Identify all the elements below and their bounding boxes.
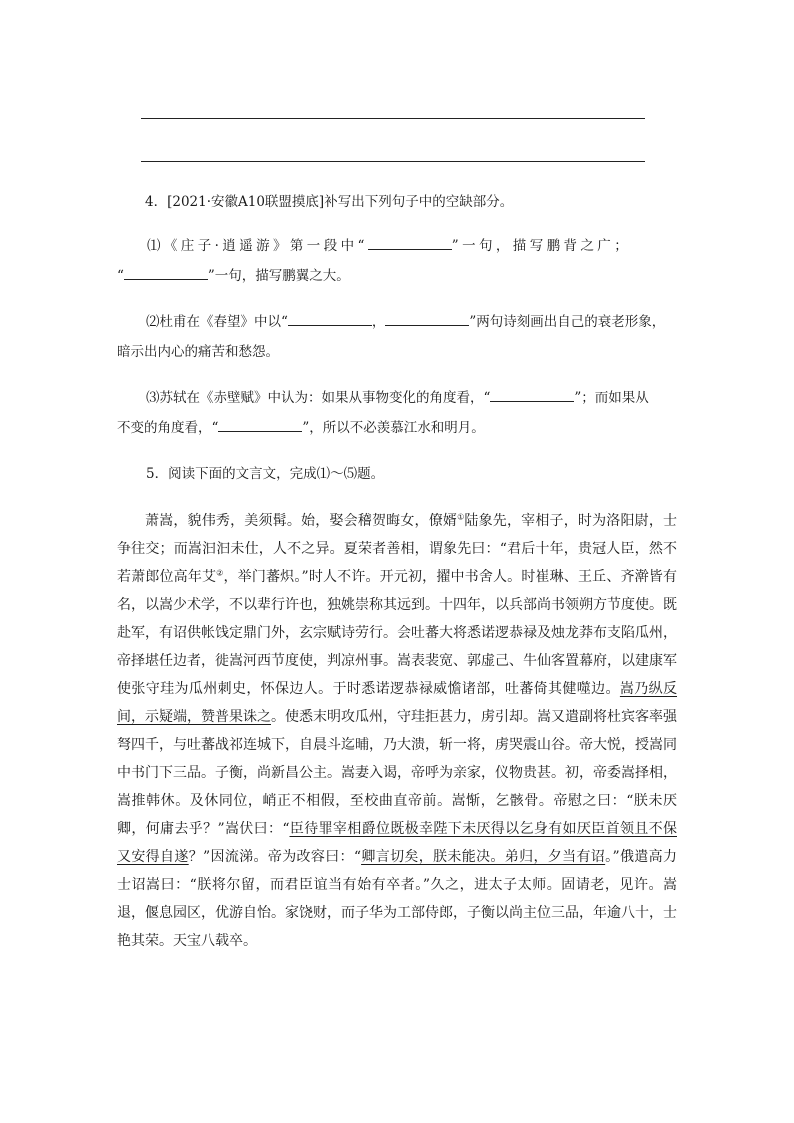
q4-item-3-line-1: [146, 384, 649, 412]
answer-line-1: [141, 118, 645, 119]
q4-1a: ⑴《庄子·逍遥游》第一段中“: [147, 238, 368, 254]
q4-item-1-line-2: [117, 262, 350, 290]
underlined-sentence-2: 臣待罪宰相爵位既极幸陛下未厌得以乞身有如厌臣首领且不保又安得自遂: [117, 821, 677, 865]
q4-1d: ”一句，描写鹏翼之大。: [207, 268, 350, 284]
q4-3c: 不变的角度看，“: [117, 420, 219, 436]
q4-item-1-line-1: [147, 232, 631, 260]
footnote-marker: ①: [457, 512, 465, 522]
underlined-sentence-1: 嵩乃纵反间，示疑端，赞普果诛之: [117, 681, 678, 725]
q4-2a: ⑵杜甫在《春望》中以“: [146, 314, 288, 330]
q4-2c: ”两句诗刻画出自己的衰老形象，: [469, 314, 666, 330]
q5-header: 5．阅读下面的文言文，完成⑴～⑸题。: [146, 466, 385, 482]
fill-blank[interactable]: [490, 386, 574, 402]
passage-text-4: 。使悉末明攻瓜州，守珪拒甚力，虏引却。嵩又遣副将杜宾客率强弩四千，与吐蕃战祁连城下，自晨斗迄晡，乃大溃，斩一将，虏哭震山谷。帝大悦，授嵩同中书门下三品。子衡，尚新昌公主。嵩妻入谒，帝呼为亲家，仪物贵甚。初，帝委嵩择相，嵩推韩休。及休同位，峭正不相假，至校曲直帝前。嵩惭，乞骸骨。帝慰之曰：“朕未厌卿，何庸去乎？”嵩伏曰：“: [117, 709, 677, 837]
q4-item-2-line-1: [146, 308, 665, 336]
passage-text-5: ？”因流涕。帝为改容曰：“: [188, 849, 362, 865]
fill-blank[interactable]: [368, 234, 452, 250]
passage-text-1: 萧嵩，貌伟秀，美须髯。始，娶会稽贺晦女，僚婿: [145, 513, 458, 529]
q4-item-3-line-2: [117, 414, 485, 442]
passage-text-2: 陆象先，宰相子，时为洛阳尉，士争往交；而嵩汩汩未仕，人不之异。夏荣者善相，谓象先曰：“君后十年，贵冠人臣，然不若萧郎位高年艾: [117, 513, 678, 585]
fill-blank[interactable]: [288, 310, 372, 326]
fill-blank[interactable]: [385, 310, 469, 326]
fill-blank[interactable]: [124, 264, 208, 280]
q4-3d: ”，所以不必羡慕江水和明月。: [302, 420, 485, 436]
passage-text-6: 。”俄遣高力士诏嵩曰：“朕将尔留，而君臣谊当有始有卒者。”久之，进太子太师。固请老，见许。嵩退，偃息园区，优游自怡。家饶财，而子华为工部侍郎，子衡以尚主位三品，年逾八十，士艳其荣。天宝八载卒。: [117, 849, 677, 949]
q4-header: 4．[2021·安徽A10联盟摸底]补写出下列句子中的空缺部分。: [145, 194, 514, 210]
footnote-marker: ②: [216, 568, 224, 578]
q4-1c: “: [117, 268, 124, 284]
q4-1b: ”一句，描写鹏背之广；: [451, 238, 632, 254]
underlined-sentence-3: 卿言切矣，朕未能决。弟归，夕当有诏: [361, 849, 606, 865]
q4-2b: ，: [371, 314, 386, 330]
fill-blank[interactable]: [218, 416, 302, 432]
answer-line-2: [141, 161, 645, 162]
q5-passage: [117, 507, 677, 955]
passage-text-3: ，举门蕃炽。”时人不许。开元初，擢中书舍人。时崔琳、王丘、齐澣皆有名，以嵩少术学，不以辈行许也，独姚崇称其远到。十四年，以兵部尚书领朔方节度使。既赴军，有诏供帐饯定鼎门外，玄宗赋诗劳行。会吐蕃大将悉诺逻恭禄及烛龙莽布支陷瓜州，帝择堪任边者，徙嵩河西节度使，判凉州事。嵩表裴宽、郭虚己、牛仙客置幕府，以建康军使张守珪为瓜州刺史，怀保边人。于时悉诺逻恭禄威憺诸部，吐蕃倚其健噬边。: [117, 569, 678, 697]
q4-3b: ”；而如果从: [574, 390, 649, 406]
q4-3a: ⑶苏轼在《赤壁赋》中认为：如果从事物变化的角度看，“: [146, 390, 491, 406]
q4-item-2-line-2: 暗示出内心的痛苦和愁怨。: [117, 344, 279, 360]
